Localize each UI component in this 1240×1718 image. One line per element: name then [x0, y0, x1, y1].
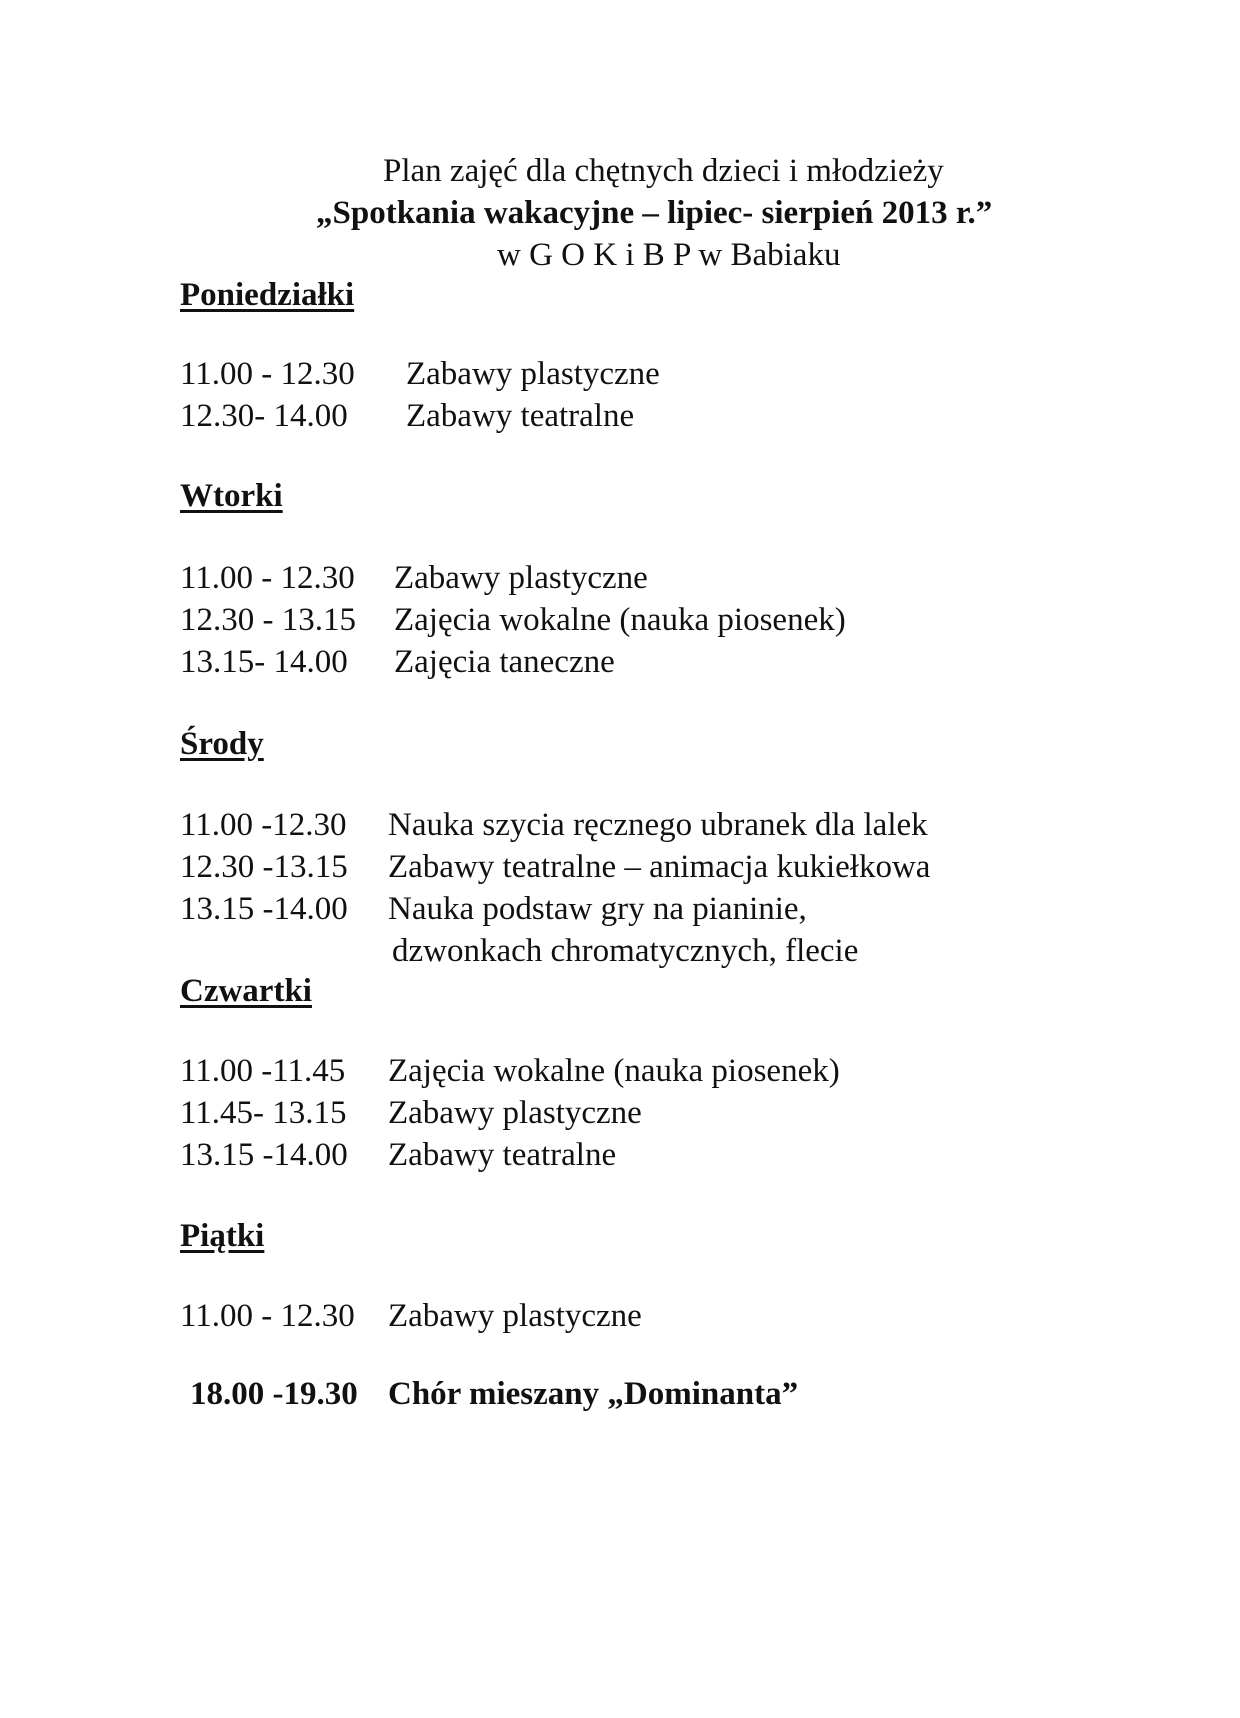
row-activity: Zabawy plastyczne [388, 1095, 642, 1131]
row-activity: Zabawy teatralne [406, 398, 635, 434]
row-activity: Zabawy plastyczne [394, 560, 648, 596]
row-activity: Chór mieszany „Dominanta” [388, 1376, 799, 1412]
schedule-row [180, 602, 846, 639]
document-header [0, 150, 1240, 276]
row-time: 13.15 -14.00 [180, 1137, 348, 1173]
row-activity: dzwonkach chromatycznych, flecie [392, 933, 859, 969]
row-time: 12.30 - 13.15 [180, 602, 356, 638]
day-heading-tuesday: Wtorki [180, 478, 283, 514]
schedule-row [180, 807, 928, 844]
row-time: 11.45- 13.15 [180, 1095, 347, 1131]
header-line-3: w G O K i B P w Babiaku [497, 237, 841, 273]
row-time: 18.00 -19.30 [190, 1376, 358, 1412]
row-activity: Zajęcia taneczne [394, 644, 615, 680]
row-activity: Zabawy plastyczne [406, 356, 660, 392]
row-time: 11.00 -11.45 [180, 1053, 346, 1089]
row-activity: Zabawy teatralne [388, 1137, 617, 1173]
row-activity: Zajęcia wokalne (nauka piosenek) [394, 602, 846, 638]
row-time: 11.00 - 12.30 [180, 356, 355, 392]
schedule-row [180, 1053, 840, 1090]
schedule-row [180, 398, 635, 435]
row-time: 11.00 - 12.30 [180, 1298, 355, 1334]
schedule-row [180, 891, 807, 928]
schedule-row [180, 1095, 642, 1132]
day-heading-thursday: Czwartki [180, 973, 312, 1009]
day-heading-wednesday: Środy [180, 726, 264, 762]
row-time: 13.15 -14.00 [180, 891, 348, 927]
schedule-row [180, 1298, 642, 1335]
header-line-1: Plan zajęć dla chętnych dzieci i młodzieży [383, 153, 944, 189]
row-time: 11.00 -12.30 [180, 807, 347, 843]
schedule-row [180, 356, 660, 393]
row-activity: Zabawy teatralne – animacja kukiełkowa [388, 849, 931, 885]
header-line-2: „Spotkania wakacyjne – lipiec- sierpień 2013 r.” [316, 195, 993, 231]
row-time: 11.00 - 12.30 [180, 560, 355, 596]
schedule-row [180, 849, 931, 886]
schedule-row [180, 560, 648, 597]
row-activity: Nauka szycia ręcznego ubranek dla lalek [388, 807, 928, 843]
final-schedule-row [190, 1376, 799, 1413]
row-time: 12.30- 14.00 [180, 398, 348, 434]
row-activity: Nauka podstaw gry na pianinie, [388, 891, 807, 927]
schedule-row [180, 1137, 617, 1174]
row-activity: Zajęcia wokalne (nauka piosenek) [388, 1053, 840, 1089]
row-time: 13.15- 14.00 [180, 644, 348, 680]
row-activity: Zabawy plastyczne [388, 1298, 642, 1334]
schedule-row [180, 644, 615, 681]
day-heading-friday: Piątki [180, 1218, 265, 1254]
day-heading-monday: Poniedziałki [180, 277, 355, 313]
row-time: 12.30 -13.15 [180, 849, 348, 885]
